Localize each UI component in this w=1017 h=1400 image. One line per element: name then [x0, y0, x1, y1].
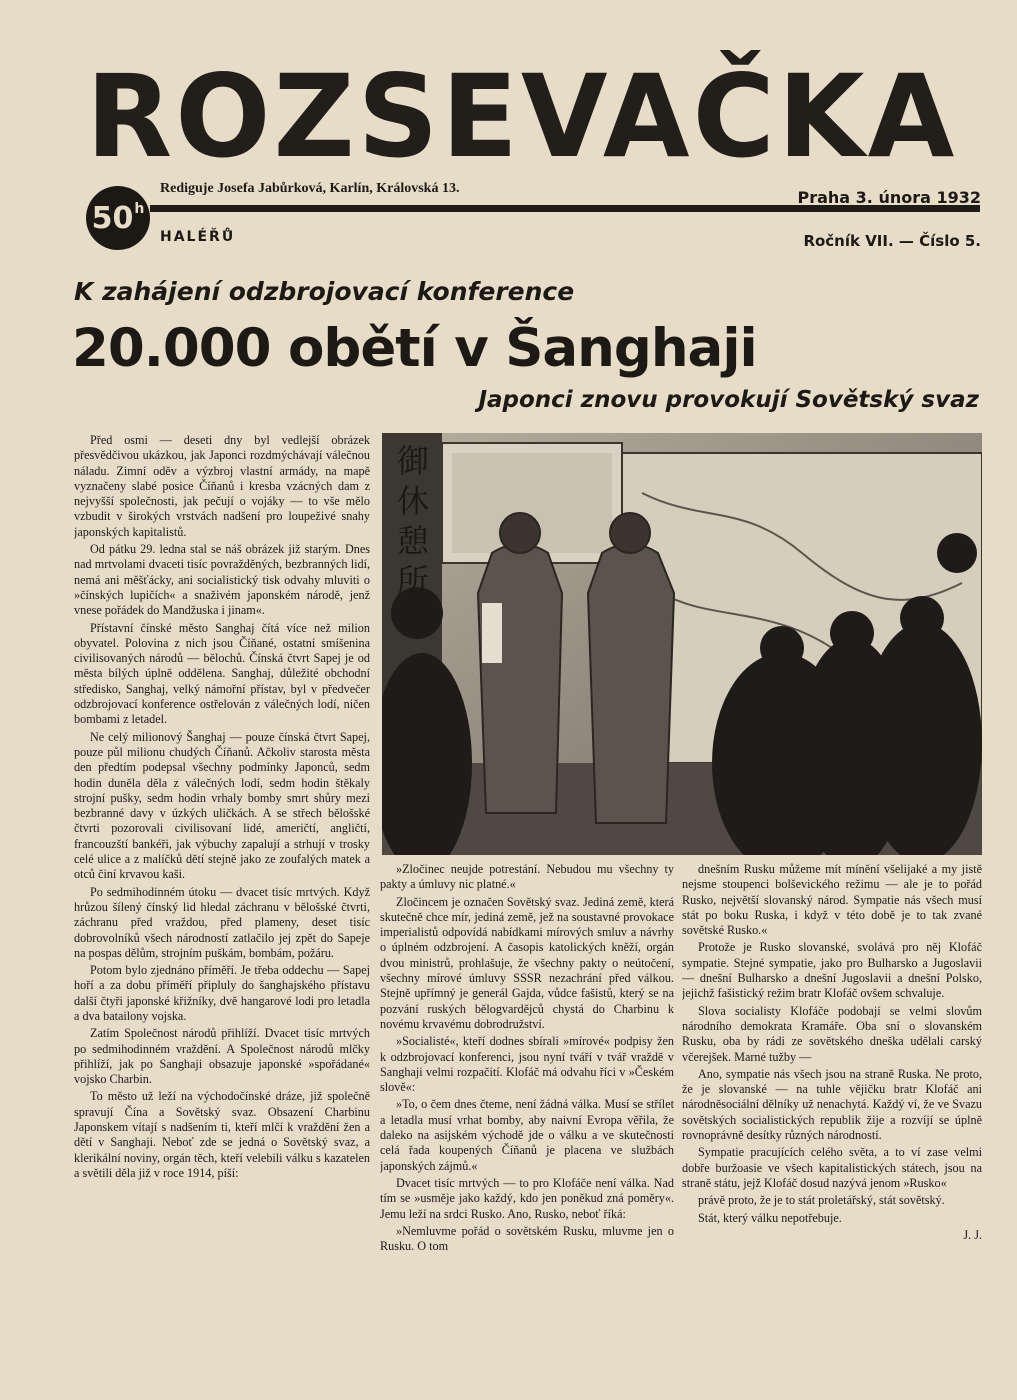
price-value: 50: [91, 200, 134, 236]
article-paragraph: Stát, který válku nepotřebuje.: [698, 1210, 842, 1225]
article-paragraph: Potom bylo zjednáno příměří. Je třeba oddechu — Sapej hoří a za dobu příměří připluly do šanghajského přístavu další čtyři japonské křižníky, dvě hangarové lodi pro letadla a dva batailony vojska.: [74, 963, 370, 1023]
photo-sign: [388, 441, 438, 601]
currency-label: HALÉŘŮ: [160, 229, 236, 245]
article-paragraph: Zatím Společnost národů přihlíží. Dvacet tisíc mrtvých po sedmihodinném vraždění. A Společnost národů mlčky přihlíží, jak po Sanghaji obsazuje japonské »spořádané« vojsko Charbin.: [74, 1026, 370, 1087]
article-paragraph: Zločincem je označen Sovětský svaz. Jediná země, která skutečně chce mír, jediná země, jež na soustavné provokace imperialistů odpovídá nabídkami mírových smluv a návrhy o úplném odzbrojení. A časopis katolických kněží, orgán dvou ministrů, prohlašuje, že všechny pakty o neútočení, všechny mírové úmluvy SSSR nezachrání před válkou. Stejně upřímný je generál Gajda, vůdce fašistů, který se na pozvání ruských bělogvardějců chystá do Charbinu k novému krvavému dobrodružství.: [380, 894, 674, 1031]
article-paragraph: Sympatie pracujících celého světa, a to ví zase velmi dobře buržoasie ve všech kapitalistických státech, jsou na straně státu, jejž Klofáč dosud nazývá jenom »Rusko«: [682, 1145, 982, 1190]
article-column-3: [682, 862, 982, 1392]
article-paragraph: Po sedmihodinném útoku — dvacet tisíc mrtvých. Když hrůzou šílený čínský lid hledal záchranu v bělošské čtvrti, záchranu před vraždou, před plameny, deset tisíc dobrovolníků všech národností zatlačilo jej zpět do Sapeje na pospas dělům, strojním puškám, bombám, požáru.: [74, 884, 370, 960]
article-paragraph: »To, o čem dnes čteme, není žádná válka. Musí se střílet a letadla musí vrhat bomby, aby naivní Evropa věřila, že daleko na asijském východě jde o válku a ve skutečnosti celá řada koupených Číňanů je placena ve službách japonských zájmů.«: [380, 1097, 674, 1173]
article-paragraph: Přístavní čínské město Sanghaj čítá více než milion obyvatel. Polovina z nich jsou Číňané, ostatní smíšenina civilisovaných národů — bělochů. Čínská čtvrt Sapej je od města bílých úplně oddělena. Sanghaj, důležité obchodní středisko, Sanghaj, velký námořní přístav, byl v předvečer odzbrojovací konference ostřelován z válečných lodí, ničen bombami z letadel.: [74, 620, 370, 727]
article-paragraph: dnešním Rusku můžeme mít mínění všelijaké a my jistě nejsme stoupenci bolševického režimu — ale je to pořád Rusko, největší slovanský národ. Sympatie nás všech musí stát po boku Ruska, i když v této době je to tak zvané sovětské Rusko.«: [682, 862, 982, 938]
article-paragraph: Slova socialisty Klofáče podobají se velmi slovům národního demokrata Kramáře. Oba sní o slovanském Rusku, oba by rádi ze sovětského dneška udělali carský včerejšek. Marné tužby —: [682, 1003, 982, 1064]
sign-char: 休: [396, 482, 429, 520]
article-paragraph: Dvacet tisíc mrtvých — to pro Klofáče není válka. Nad tím se »usměje jako každý, kdo jen poněkud zná poměry«. Jemu leží na srdci Rusko. Ano, Rusko, neboť říká:: [380, 1175, 674, 1221]
headline-sub: Japonci znovu provokují Sovětský svaz: [478, 387, 979, 413]
masthead-title: ROZSEVAČKA: [86, 50, 958, 184]
article-paragraph: právě proto, že je to stát proletářský, stát sovětský.: [698, 1193, 945, 1208]
issue-number: Ročník VII. — Číslo 5.: [803, 232, 981, 250]
editor-line: Rediguje Josefa Jabůrková, Karlín, Královská 13.: [160, 181, 460, 196]
news-photo: [382, 433, 982, 855]
article-paragraph: To město už leží na východočínské dráze, již společně spravují Čína a Sovětský svaz. Obsazení Charbinu Japonskem vítají s nadšením ti, kteří mlčí k vraždění žen a dětí v Sanghaji. Neboť zde se jedná o Sovětský svaz, a klerikální noviny, orgán těch, kteří velebili válku s kazatelen a světili děla již v roce 1914, píší:: [74, 1089, 370, 1180]
article-paragraph: »Nemluvme pořád o sovětském Rusku, mluvme jen o Rusku. O tom: [380, 1223, 674, 1254]
sign-char: 御: [396, 442, 429, 480]
article-paragraph: Ne celý milionový Šanghaj — pouze čínská čtvrt Sapej, pouze půl milionu chudých Číňanů. Ačkoliv starosta města den předtím podepsal všechny podmínky Japonců, sedm hodin duněla děla z válečných lodí, sedm hodin štěkaly strojní pušky, sedm hodin vrhaly bomby smrt shůry mezi bezbranné davy v úzkých uličkách. A se střech bělošské čtvrti pozorovali civilisovaní lidé, američtí, angličtí, francouzští bankéři, jak výbuchy zapalují a strhují v trosky celé ulice a z malíčků dětí stejně jako ze zoufalých matek a otců činí krvavou kaši.: [74, 729, 370, 882]
article-paragraph: Před osmi — deseti dny byl vedlejší obrázek přesvědčivou ukázkou, jak Japonci rozdmýchávají válečnou náladu. Zimní oděv a výzbroj vlastní armády, na mapě vyznačeny slabé posice Číňanů i kresba vzácných dam z nejvyšší společnosti, jak pečují o vojáky — to vše mělo vzbudit v širokých vrstvách nadšení pro loupeživé snahy japonských kapitalistů.: [74, 433, 370, 539]
sign-char: 憩: [396, 522, 429, 560]
article-paragraph: »Socialisté«, kteří dodnes sbírali »mírové« podpisy žen k odzbrojovací konferenci, jsou nyní tváří v tvář vraždě v Sanghaji velmi rozpačití. Klofáč má odvahu říci v »Českém slově«:: [380, 1034, 674, 1095]
article-column-1: [74, 433, 370, 1383]
headline-main: 20.000 obětí v Šanghaji: [72, 318, 757, 379]
article-column-2: [380, 862, 674, 1392]
author-signature: J. J.: [963, 1227, 982, 1242]
price-stamp: [86, 186, 150, 250]
article-paragraph: Od pátku 29. ledna stal se náš obrázek již starým. Dnes nad mrtvolami dvaceti tisíc povražděných, bezbranných lidí, nemá ani měšťácky, ani socialistický tisk odvahy mluviti o »čínských lupičích« a snaživém japonském národě, jenž vnese pořádek do Mandžuska i jinam«.: [74, 542, 370, 618]
sign-char: 所: [396, 562, 429, 600]
article-paragraph: »Zločinec neujde potrestání. Nebudou mu všechny ty pakty a úmluvy nic platné.«: [380, 862, 674, 892]
issue-date: Praha 3. února 1932: [797, 188, 981, 207]
headline-kicker: K zahájení odzbrojovací konference: [74, 277, 575, 306]
price-unit: h: [134, 201, 145, 217]
photo-illustration: [382, 433, 982, 855]
article-paragraph: Protože je Rusko slovanské, svolává pro něj Klofáč sympatie. Stejné sympatie, jako pro Bulharsko a Jugoslavii — dnešní Bulharsko a dnešní Jugoslavii a dnešní Polsko, jejichž fašistický režim bratr Klofáč ovšem schvaluje.: [682, 940, 982, 1001]
article-paragraph: Ano, sympatie nás všech jsou na straně Ruska. Ne proto, že je slovanské — na tuhle vějičku bratr Klofáč ani národněsociální dělníky už nenachytá. Každý ví, že ve Svazu sovětských socialistických republik žije a rozvíjí se úplně rovnoprávně desítky různých národností.: [682, 1066, 982, 1143]
